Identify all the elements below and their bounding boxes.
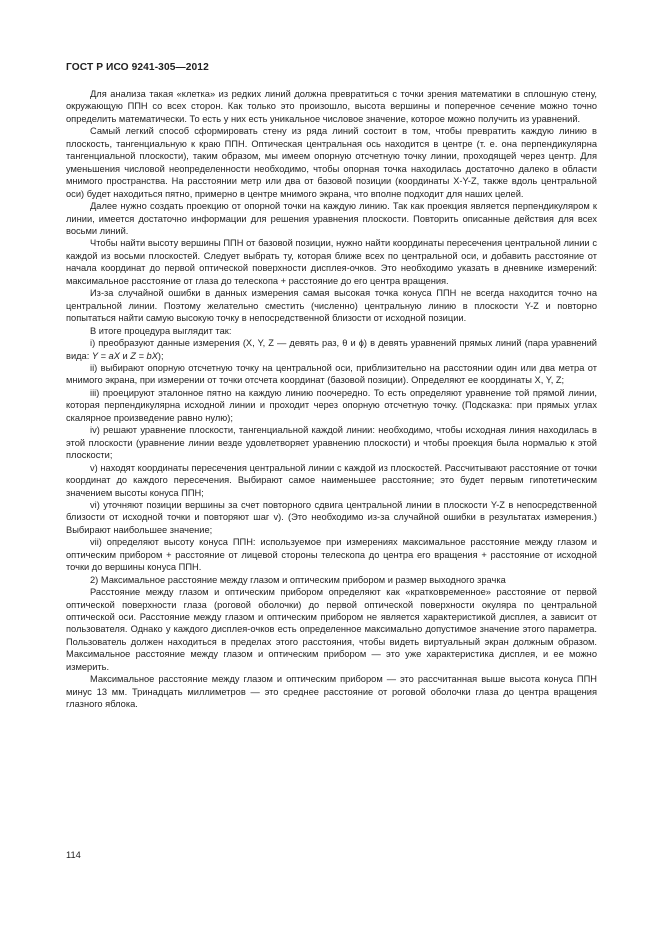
procedure-step-i — [66, 337, 597, 362]
paragraph: Далее нужно создать проекцию от опорной точки на каждую линию. Так как проекция является перпендикуляром к линии, имеется достаточно информации для решения уравнения плоскости. Повторить описанные действия для всех восьми линий. — [66, 201, 597, 236]
paragraph: Из-за случайной ошибки в данных измерения самая высокая точка конуса ППН не всегда находится точно на центральной линии. Поэтому желательно сместить (численно) центральную линию в плоскости Y-Z и повторно попытаться найти самую высокую точку в непосредственной близости от исходной позиции. — [66, 288, 597, 324]
procedure-step-vii: vii) определяют высоту конуса ППН: используемое при измерениях максимальное расстояние между глазом и оптическим прибором + расстояние от лицевой стороны телескопа до центра его вращения + расстояние от исходной точки до вершины конуса ППН. — [66, 537, 597, 573]
procedure-step-v: v) находят координаты пересечения центральной линии с каждой из плоскостей. Рассчитывают расстояние от точки координат до каждого пересечения. Выбирают самое наименьшее расстояние; это будет первым гипотетическим значением высоты конуса ППН; — [66, 462, 597, 498]
equation-z: Z = bX — [130, 350, 158, 361]
step-i-end: ); — [157, 350, 164, 361]
paragraph: Самый легкий способ сформировать стену из ряда линий состоит в том, чтобы превратить каждую линию в плоскость, тангенциальную к краю ППН. Оптическая центральная ось находится в центре (т. е. она перпендикулярна тангенциальной плоскости), таким образом, мы имеем опорную отсчетную точку линии, проходящей через центр. Для уменьшения числовой неопределенности необходимо, чтобы опорная точка находилась достаточно далеко в области мнимого пространства. На расстоянии метр или два от базовой позиции (координаты X-Y-Z, также вдоль центральной оси) будет находиться пятно, примерно в центре мнимого экрана, что вполне подходит для наших целей. — [66, 126, 597, 199]
document-body — [66, 88, 597, 711]
page-number: 114 — [66, 850, 81, 860]
paragraph: В итоге процедура выглядит так: — [90, 325, 232, 336]
procedure-step-iii: iii) проецируют эталонное пятно на каждую линию поочередно. То есть определяют уравнение той прямой линии, которая перпендикулярна исходной линии и проходит через опорную отсчетную точку. (Подсказка: при прямых углах скалярное произведение равно нулю); — [66, 387, 597, 423]
step-i-conj: и — [119, 350, 131, 361]
paragraph: Максимальное расстояние между глазом и оптическим прибором — это рассчитанная выше высота конуса ППН минус 13 мм. Тринадцать миллиметров — это среднее расстояние от роговой оболочки глаза до центра вращения глазного яблока. — [66, 674, 597, 710]
procedure-step-ii: ii) выбирают опорную отсчетную точку на центральной оси, приблизительно на расстоянии один или два метра от мнимого экрана, при измерении от точки отсчета координат (базовой позиции). Определяют ее координаты X, Y, Z; — [66, 362, 597, 386]
paragraph: Чтобы найти высоту вершины ППН от базовой позиции, нужно найти координаты пересечения центральной линии с каждой из восьми плоскостей. Следует выбрать ту, которая ближе всех по центральной оси, и добавить расстояние от начала координат до первой оптической поверхности дисплея-очков. Это необходимо указать в дневнике измерений: максимальное расстояние от глаза до телескопа + расстояние до его центра вращения. — [66, 238, 597, 286]
section-heading: 2) Максимальное расстояние между глазом и оптическим прибором и размер выходного зрачка — [90, 574, 506, 585]
paragraph: Расстояние между глазом и оптическим прибором определяют как «кратковременное» расстояние от первой оптической поверхности глаза (роговой оболочки) до первой оптической поверхности окуляра по центральной оптической оси. Расстояние между глазом и оптическим прибором не является характеристикой дисплея, а зависит от пользователя. Однако у каждого дисплея-очков есть определенное максимально допустимое значение этого параметра. Пользователь должен находиться в пределах этого расстояния, чтобы видеть виртуальный экран должным образом. Максимальное расстояние между глазом и оптическим прибором — это уже характеристика дисплея, и ее можно измерить. — [66, 587, 597, 672]
procedure-step-iv: iv) решают уравнение плоскости, тангенциальной каждой линии: необходимо, чтобы исходная линия находилась в этой плоскости (уравнение линии везде удовлетворяет уравнению плоскости) и чтобы проекция была нормалью к этой плоскости; — [66, 425, 597, 461]
page-header-title: ГОСТ Р ИСО 9241-305—2012 — [66, 62, 209, 73]
equation-y: Y = aX — [91, 350, 120, 361]
paragraph: Для анализа такая «клетка» из редких линий должна превратиться с точки зрения математики в сплошную стену, окружающую ППН со всех сторон. Как только это произошло, высота вершины и поперечное сечение можно точно определить математически. То есть у них есть уникальное числовое значение, которое можно получить из уравнений. — [66, 89, 597, 124]
procedure-step-vi: vi) уточняют позиции вершины за счет повторного сдвига центральной линии в плоскости Y-Z в непосредственной близости от исходной точки и повторяют шаг v). (Это необходимо из-за случайной ошибки в результатах измерения.) Выбирают наибольшее значение; — [66, 499, 597, 535]
step-i-text: i) преобразуют данные измерения (X, Y, Z — девять раз, θ и ϕ) в девять уравнений прямых линий (пара уравнений вида: — [66, 338, 597, 361]
